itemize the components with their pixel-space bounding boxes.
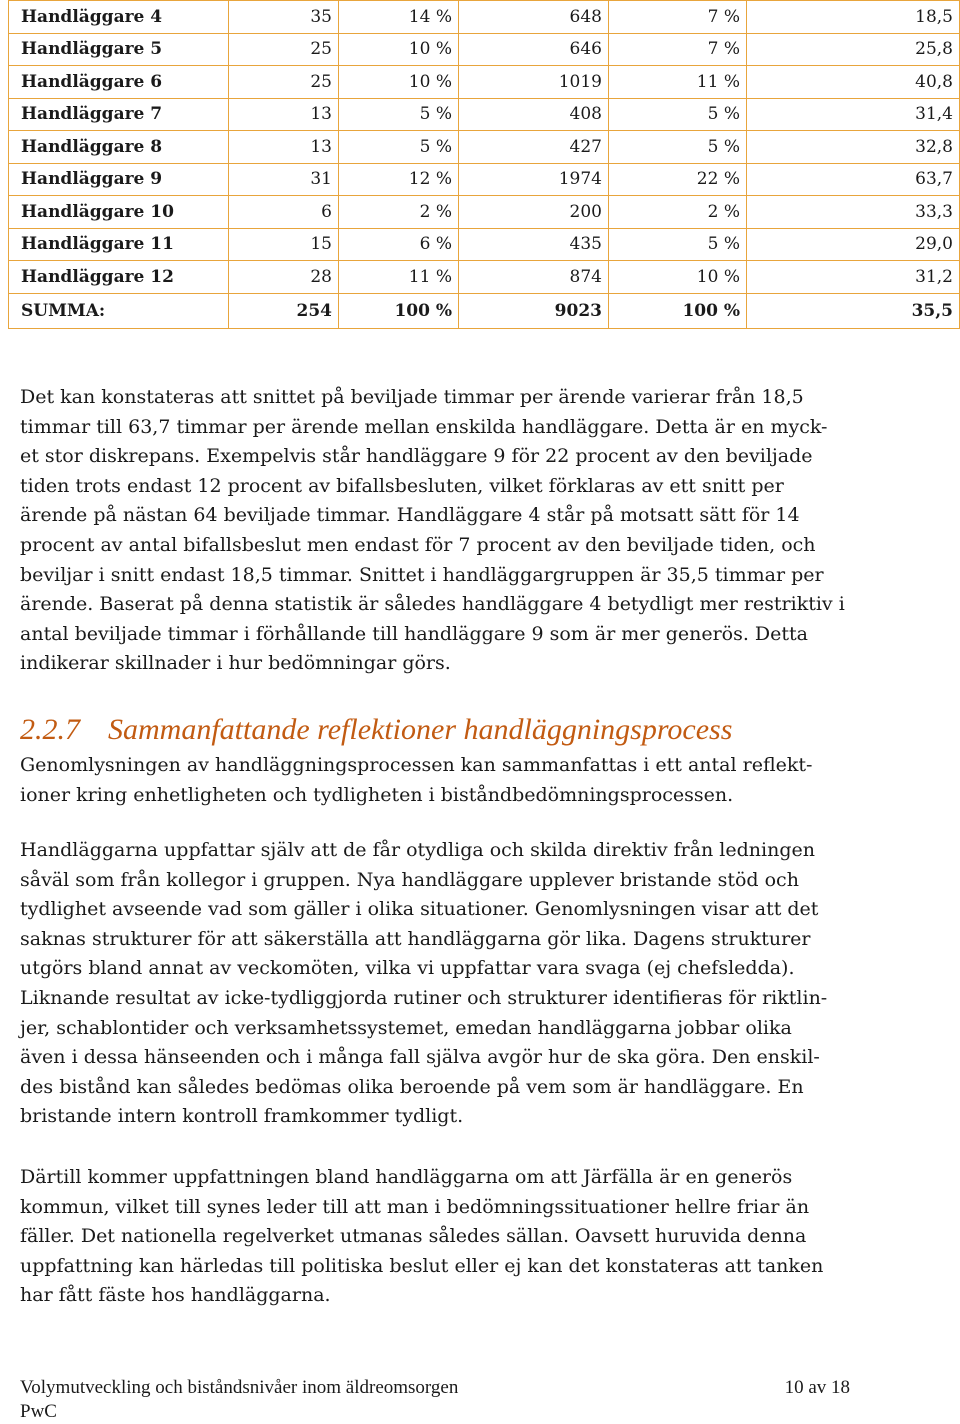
case-count-cell: 254 <box>229 293 339 328</box>
hours-percent-cell: 7 % <box>609 1 747 34</box>
average-hours-cell: 32,8 <box>747 131 960 164</box>
caseworker-name-cell: Handläggare 10 <box>9 196 229 229</box>
section-number: 2.2.7 <box>20 713 80 746</box>
table-row <box>9 33 960 66</box>
case-count-cell: 6 <box>229 196 339 229</box>
case-percent-cell: 12 % <box>339 163 459 196</box>
table-total-row <box>9 293 960 328</box>
caseworker-name-cell: Handläggare 11 <box>9 228 229 261</box>
caseworker-name-cell: SUMMA: <box>9 293 229 328</box>
hours-percent-cell: 10 % <box>609 261 747 294</box>
section-title: Sammanfattande reflektioner handläggningsprocess <box>108 713 733 746</box>
case-percent-cell: 6 % <box>339 228 459 261</box>
average-hours-cell: 18,5 <box>747 1 960 34</box>
table-row <box>9 98 960 131</box>
paragraph-statistics-analysis: Det kan konstateras att snittet på beviljade timmar per ärende varierar från 18,5 timmar till 63,7 timmar per ärende mellan enskilda handläggare. Detta är en myck- et stor diskrepans. Exempelvis står handläggare 9 för 22 procent av den beviljade tiden trots endast 12 procent av bifallsbesluten, vilket förklaras av ett snitt per ärende på nästan 64 beviljade timmar. Handläggare 4 står på motsatt sätt för 14 procent av antal bifallsbeslut men endast för 7 procent av den beviljade tiden, och beviljar i snitt endast 18,5 timmar. Snittet i handläggargruppen är 35,5 timmar per ärende. Baserat på denna statistik är således handläggare 4 betydligt mer restriktiv i antal beviljade timmar i förhållande till handläggare 9 som är mer generös. Detta indikerar skillnader i hur bedömningar görs. <box>20 386 845 675</box>
average-hours-cell: 31,2 <box>747 261 960 294</box>
page-footer <box>20 1376 850 1424</box>
case-percent-cell: 10 % <box>339 33 459 66</box>
caseworker-name-cell: Handläggare 12 <box>9 261 229 294</box>
table-row <box>9 261 960 294</box>
caseworker-name-cell: Handläggare 7 <box>9 98 229 131</box>
case-percent-cell: 100 % <box>339 293 459 328</box>
case-count-cell: 25 <box>229 66 339 99</box>
paragraph-summary-intro: Genomlysningen av handläggningsprocessen kan sammanfattas i ett antal reflekt- ioner kring enhetligheten och tydligheten i biståndbedömningsprocessen. <box>20 754 813 806</box>
case-count-cell: 31 <box>229 163 339 196</box>
hours-percent-cell: 11 % <box>609 66 747 99</box>
hours-percent-cell: 7 % <box>609 33 747 66</box>
granted-hours-cell: 646 <box>459 33 609 66</box>
case-percent-cell: 10 % <box>339 66 459 99</box>
case-percent-cell: 5 % <box>339 98 459 131</box>
table-row <box>9 228 960 261</box>
average-hours-cell: 29,0 <box>747 228 960 261</box>
table-row <box>9 1 960 34</box>
case-count-cell: 28 <box>229 261 339 294</box>
table-row <box>9 163 960 196</box>
granted-hours-cell: 1974 <box>459 163 609 196</box>
case-percent-cell: 2 % <box>339 196 459 229</box>
footer-page-number: 10 av 18 <box>784 1377 850 1398</box>
paragraph-generous-municipality: Därtill kommer uppfattningen bland handläggarna om att Järfälla är en generös kommun, vilket till synes leder till att man i bedömningssituationer hellre friar än fäller. Det nationella regelverket utmanas således sällan. Oavsett huruvida denna uppfattning kan härledas till politiska beslut eller ej kan det konstateras att tanken har fått fäste hos handläggarna. <box>20 1166 824 1307</box>
hours-percent-cell: 5 % <box>609 98 747 131</box>
caseworker-name-cell: Handläggare 4 <box>9 1 229 34</box>
case-count-cell: 13 <box>229 98 339 131</box>
caseworker-name-cell: Handläggare 8 <box>9 131 229 164</box>
granted-hours-cell: 9023 <box>459 293 609 328</box>
case-count-cell: 35 <box>229 1 339 34</box>
case-count-cell: 25 <box>229 33 339 66</box>
paragraph-caseworker-perception: Handläggarna uppfattar själv att de får otydliga och skilda direktiv från ledningen såväl som från kollegor i gruppen. Nya handläggare upplever bristande stöd och tydlighet avseende vad som gäller i olika situationer. Genomlysningen visar att det saknas strukturer för att säkerställa att handläggarna gör lika. Dagens strukturer utgörs bland annat av veckomöten, vilka vi uppfattar vara svaga (ej chefsledda). Liknande resultat av icke-tydliggjorda rutiner och strukturer identifieras för riktlin- jer, schablontider och verksamhetssystemet, emedan handläggarna jobbar olika även i dessa hänseenden och i många fall själva avgör hur de ska göra. Den enskil- des bistånd kan således bedömas olika beroende på vem som är handläggare. En bristande intern kontroll framkommer tydligt. <box>20 839 828 1128</box>
caseworker-name-cell: Handläggare 6 <box>9 66 229 99</box>
average-hours-cell: 31,4 <box>747 98 960 131</box>
average-hours-cell: 35,5 <box>747 293 960 328</box>
table-row <box>9 131 960 164</box>
case-percent-cell: 14 % <box>339 1 459 34</box>
table-row <box>9 196 960 229</box>
granted-hours-cell: 648 <box>459 1 609 34</box>
hours-percent-cell: 22 % <box>609 163 747 196</box>
section-heading <box>20 711 732 749</box>
granted-hours-cell: 408 <box>459 98 609 131</box>
footer-company: PwC <box>20 1401 57 1422</box>
hours-percent-cell: 5 % <box>609 228 747 261</box>
caseworker-statistics-table <box>8 0 960 329</box>
caseworker-name-cell: Handläggare 5 <box>9 33 229 66</box>
granted-hours-cell: 200 <box>459 196 609 229</box>
granted-hours-cell: 427 <box>459 131 609 164</box>
case-percent-cell: 5 % <box>339 131 459 164</box>
hours-percent-cell: 2 % <box>609 196 747 229</box>
granted-hours-cell: 435 <box>459 228 609 261</box>
granted-hours-cell: 874 <box>459 261 609 294</box>
case-count-cell: 15 <box>229 228 339 261</box>
average-hours-cell: 25,8 <box>747 33 960 66</box>
hours-percent-cell: 100 % <box>609 293 747 328</box>
granted-hours-cell: 1019 <box>459 66 609 99</box>
case-percent-cell: 11 % <box>339 261 459 294</box>
average-hours-cell: 63,7 <box>747 163 960 196</box>
case-count-cell: 13 <box>229 131 339 164</box>
average-hours-cell: 40,8 <box>747 66 960 99</box>
hours-percent-cell: 5 % <box>609 131 747 164</box>
footer-document-title: Volymutveckling och biståndsnivåer inom äldreomsorgen <box>20 1377 459 1398</box>
average-hours-cell: 33,3 <box>747 196 960 229</box>
caseworker-name-cell: Handläggare 9 <box>9 163 229 196</box>
table-row <box>9 66 960 99</box>
